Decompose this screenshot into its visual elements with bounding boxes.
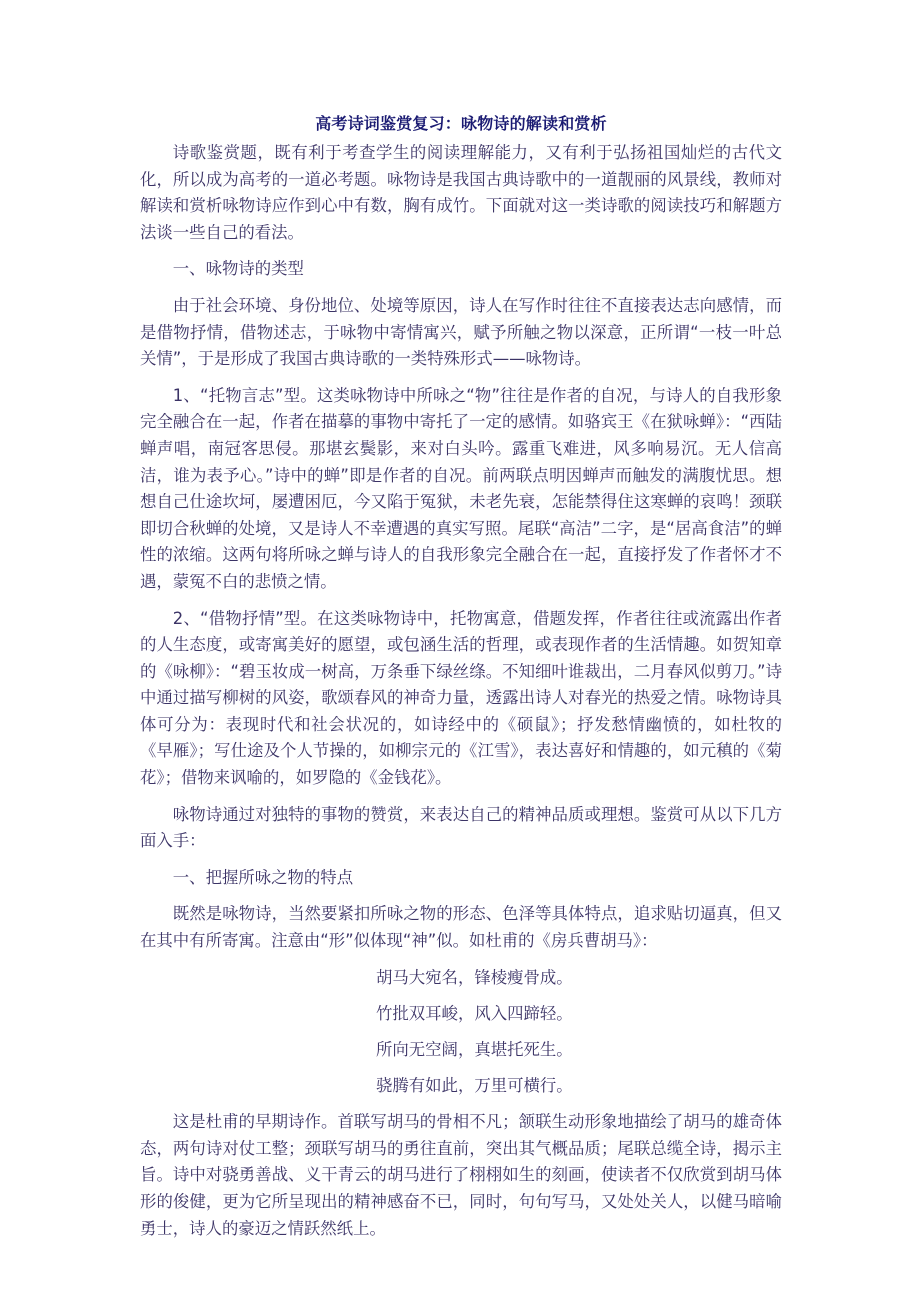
document-title: 高考诗词鉴赏复习：咏物诗的解读和赏析	[315, 114, 607, 133]
paragraph-jiewu-shuqing: 2、“借物抒情”型。在这类咏物诗中，托物寓意，借题发挥，作者往往或流露出作者的人生态度，或寄寓美好的愿望，或包涵生活的哲理，或表现作者的生活情趣。如贺知章的《咏柳》：“碧玉妆成一树高，万条垂下绿丝绦。不知细叶谁裁出，二月春风似剪刀。”诗中通过描写柳树的风姿，歌颂春风的神奇力量，透露出诗人对春光的热爱之情。咏物诗具体可分为：表现时代和社会状况的，如诗经中的《硕鼠》；抒发愁情幽愤的，如杜牧的《早雁》；写仕途及个人节操的，如柳宗元的《江雪》，表达喜好和情趣的，如元稹的《菊花》；借物来讽喻的，如罗隐的《金钱花》。	[140, 608, 782, 788]
paragraph-background: 由于社会环境、身份地位、处境等原因，诗人在写作时往往不直接表达志向感情，而是借物抒情，借物述志，于咏物中寄情寓兴，赋予所触之物以深意，正所谓“一枝一叶总关情”，于是形成了我国古典诗歌的一类特殊形式——咏物诗。	[140, 295, 782, 369]
paragraph-tuowu-yanzhi: 1、“托物言志”型。这类咏物诗中所咏之“物”往往是作者的自况，与诗人的自我形象完全融合在一起，作者在描摹的事物中寄托了一定的感情。如骆宾王《在狱咏蝉》：“西陆蝉声唱，南冠客思侵。那堪玄鬓影，来对白头吟。露重飞难进，风多响易沉。无人信高洁，谁为表予心。”诗中的蝉”即是作者的自况。前两联点明因蝉声而触发的满腹忧思。想想自己仕途坎坷，屡遭困厄，今又陷于冤狱，未老先衰，怎能禁得住这寒蝉的哀鸣！颈联即切合秋蝉的处境，又是诗人不幸遭遇的真实写照。尾联“高洁”二字，是“居高食洁”的蝉性的浓缩。这两句将所咏之蝉与诗人的自我形象完全融合在一起，直接抒发了作者怀才不遇，蒙冤不白的悲愤之情。	[140, 385, 782, 591]
poem-block	[140, 965, 782, 1100]
section-heading-types: 一、咏物诗的类型	[172, 259, 304, 279]
poem-line: 竹批双耳峻，风入四蹄轻。	[376, 1003, 573, 1023]
document-page	[140, 112, 782, 1252]
intro-paragraph: 诗歌鉴赏题，既有利于考查学生的阅读理解能力，又有利于弘扬祖国灿烂的古代文化，所以成为高考的一道必考题。咏物诗是我国古典诗歌中的一道靓丽的风景线，教师对解读和赏析咏物诗应作到心中有数，胸有成竹。下面就对这一类诗歌的阅读技巧和解题方法谈一些自己的看法。	[140, 143, 782, 242]
poem-line: 所向无空阔，真堪托死生。	[376, 1039, 573, 1059]
poem-line: 骁腾有如此，万里可横行。	[376, 1075, 573, 1095]
section-heading-features: 一、把握所咏之物的特点	[172, 867, 354, 887]
paragraph-poem-analysis: 这是杜甫的早期诗作。首联写胡马的骨相不凡；颔联生动形象地描绘了胡马的雄奇体态，两句诗对仗工整；颈联写胡马的勇往直前，突出其气概品质；尾联总缆全诗，揭示主旨。诗中对骁勇善战、义干青云的胡马进行了栩栩如生的刻画，使读者不仅欣赏到胡马体形的俊健，更为它所呈现出的精神感奋不已，同时，句句写马，又处处关人，以健马暗喻勇士，诗人的豪迈之情跃然纸上。	[140, 1112, 782, 1238]
paragraph-features: 既然是咏物诗，当然要紧扣所咏之物的形态、色泽等具体特点，追求贴切逼真，但又在其中有所寄寓。注意由“形”似体现“神”似。如杜甫的《房兵曹胡马》：	[140, 904, 782, 951]
paragraph-appreciation-intro: 咏物诗通过对独特的事物的赞赏，来表达自己的精神品质或理想。鉴赏可从以下几方面入手：	[140, 804, 782, 851]
poem-line: 胡马大宛名，锋棱瘦骨成。	[376, 967, 573, 987]
